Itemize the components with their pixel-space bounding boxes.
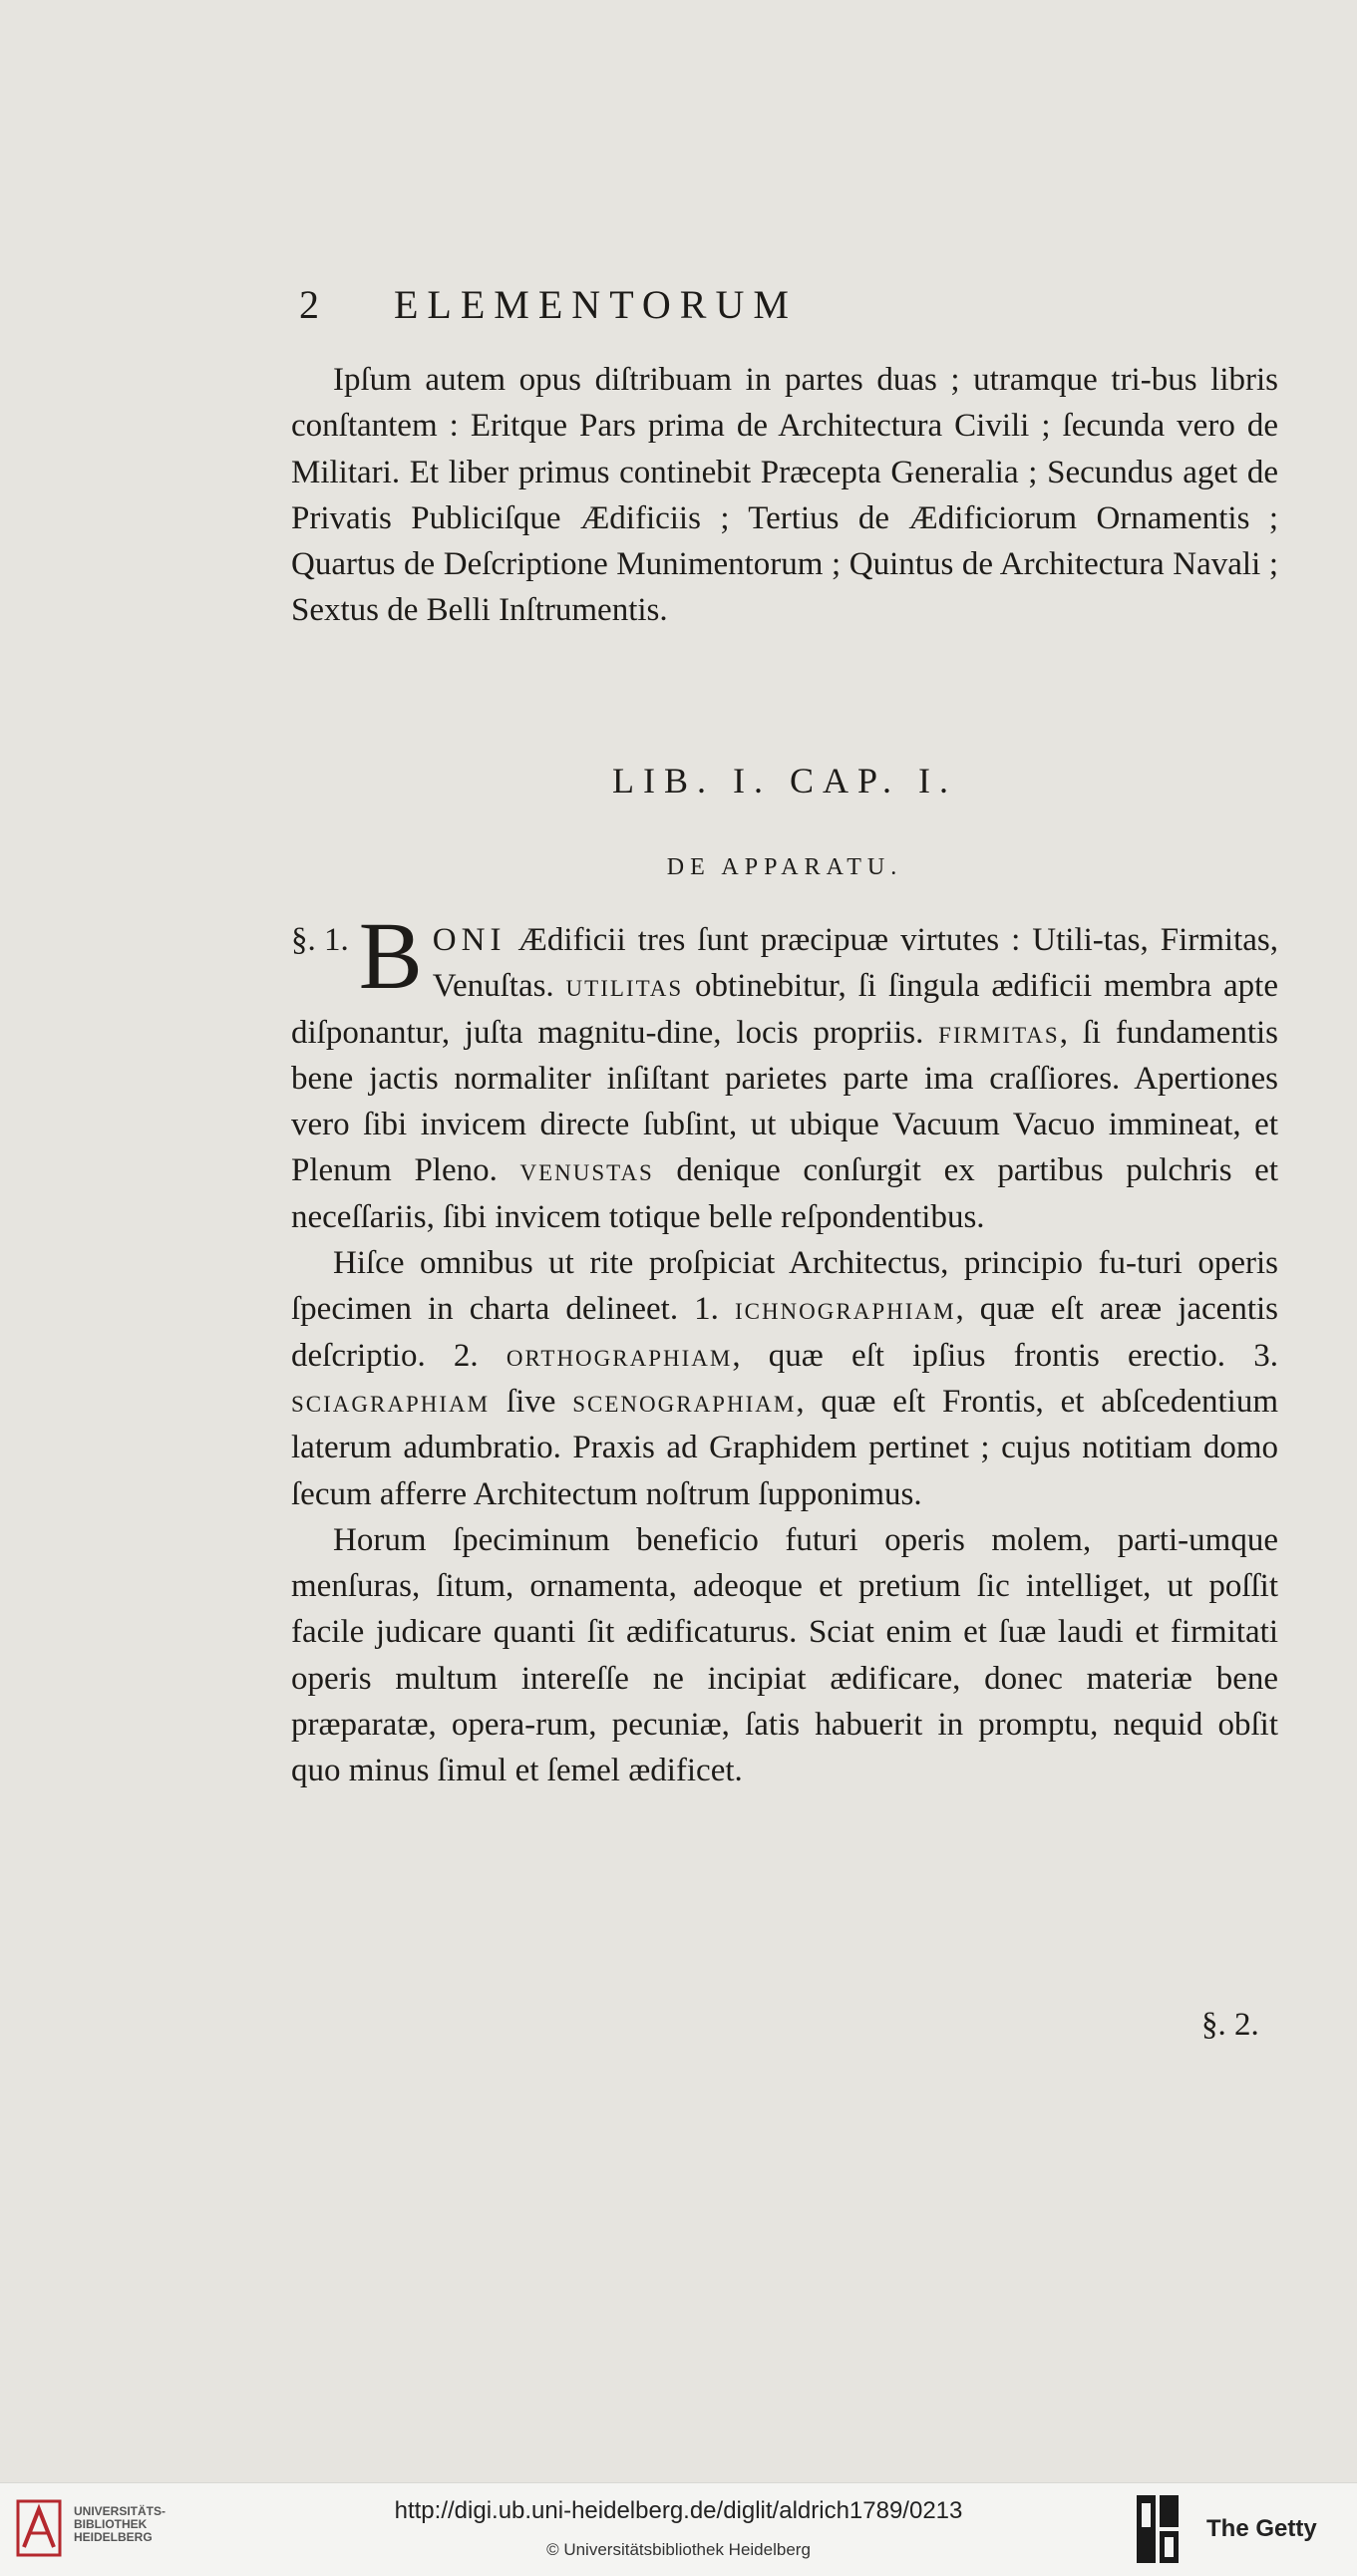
paragraph-2 [291,902,1279,1240]
running-title: ELEMENTORUM [394,282,798,327]
text-run: Hiſce omnibus ut rite proſpiciat Architectus, principio fu-turi operis ſpecimen in charta delineet. 1. [291,1245,1278,1328]
text-run: , quæ eſt areæ jacentis deſcriptio. 2. [291,1291,1278,1374]
keyword-scenographiam: scenographiam [572,1383,797,1420]
first-word-rest: ONI [432,922,507,958]
paragraph-1-text: Ipſum autem opus diſtribuam in partes duas ; utramque tri-bus libris conſtantem : Eritque Pars prima de Architectura Civili ; ſecunda vero de Militari. Et liber primus continebit Præcepta Generalia ; Secundus aget de Privatis Publiciſque Ædificiis ; Tertius de Ædificiorum Ornamentis ; Quartus de Deſcriptione Munimentorum ; Quintus de Architectura Navali ; Sextus de Belli Inſtrumentis. [291,362,1278,629]
partner-name: The Getty [1206,2515,1317,2542]
chapter-heading: LIB. I. CAP. I. [611,761,957,801]
main-text [291,902,1279,1794]
section-heading: DE APPARATU. [666,854,903,880]
catchword: §. 2. [1201,2007,1259,2043]
viewer-footer [0,2482,1357,2576]
text-run: , quæ eſt ipſius frontis erectio. 3. [732,1337,1278,1374]
keyword-firmitas: firmitas [938,1014,1060,1051]
text-run: Ædificii tres ſunt præcipuæ virtutes : Utili-tas, Firmitas, Venuſtas. [432,922,1278,1005]
keyword-sciagraphiam: sciagraphiam [291,1383,491,1420]
text-run: , ſi fundamentis bene jactis normaliter inſiſtant parietes parte ima craſſiores. Apertiones vero ſibi invicem directe ſubſint, ut ubique Vacuum Vacuo immineat, et Plenum Pleno. [291,1014,1279,1189]
keyword-ichnographiam: ichnographiam [734,1291,956,1328]
running-head [299,281,1047,328]
paragraph-4: Horum ſpeciminum beneficio futuri operis molem, parti-umque menſuras, ſitum, ornamenta, adeoque et pretium ſic intelliget, ut poſſit facile judicare quanti ſit ædificaturus. Sciat enim et ſuæ laudi et firmitati operis multum intereſſe ne incipiat ædificare, donec materiæ bene præparatæ, opera-rum, pecuniæ, ſatis habuerit in promptu, nequid obſit quo minus ſimul et ſemel ædificet. [291,1521,1278,1789]
university-library-name: UNIVERSITÄTS- BIBLIOTHEK HEIDELBERG [74,2504,167,2544]
keyword-venustas: venustas [519,1152,654,1189]
copyright-notice: © Universitätsbibliothek Heidelberg [546,2540,811,2559]
text-run: , quæ eſt Frontis, et abſcedentium laterum adumbratio. Praxis ad Graphidem pertinet ; cujus notitiam domo ſecum afferre Architectum noſtrum ſupponimus. [291,1383,1279,1512]
text-run: obtinebitur, ſi ſingula ædificii membra apte diſponantur, juſta magnitu-dine, locis propriis. [291,968,1278,1051]
keyword-orthographiam: orthographiam [506,1337,733,1374]
text-run: denique conſurgit ex partibus pulchris et neceſſariis, ſibi invicem totique belle reſpondentibus. [291,1152,1278,1235]
text-run: ſive [490,1383,573,1420]
page-number: 2 [299,282,319,327]
keyword-utilitas: utilitas [565,968,684,1005]
drop-cap: B [358,902,423,1009]
getty-logo-icon[interactable] [1135,2493,1181,2565]
paragraph-1 [291,357,1278,634]
paragraph-3 [291,1240,1278,1517]
permalink-url[interactable]: http://digi.ub.uni-heidelberg.de/diglit/aldrich1789/0213 [394,2497,963,2524]
section-number: §. 1. [291,922,349,958]
